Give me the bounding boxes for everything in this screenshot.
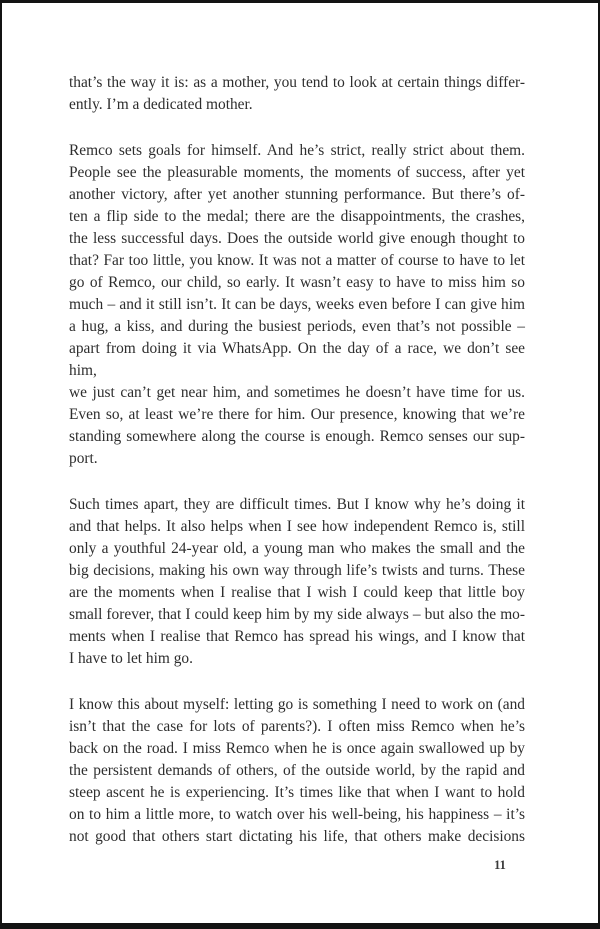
text-line: on to him a little more, to watch over his well-being, his happiness – it’s xyxy=(69,806,525,823)
text-line: I have to let him go. xyxy=(69,650,193,667)
text-line: apart from doing it via WhatsApp. On the day of a race, we don’t see him, xyxy=(69,340,525,379)
text-line: Even so, at least we’re there for him. Our presence, knowing that we’re xyxy=(69,406,525,423)
text-line: steep ascent he is experiencing. It’s times like that when I want to hold xyxy=(69,784,525,801)
text-line: big decisions, making his own way through life’s twists and turns. These xyxy=(69,562,525,579)
text-line: go of Remco, our child, so early. It wasn’t easy to have to miss him so xyxy=(69,274,525,291)
paragraph xyxy=(69,694,525,848)
text-line: ten a flip side to the medal; there are the disappointments, the crashes, xyxy=(69,208,525,225)
text-line: small forever, that I could keep him by my side always – but also the mo- xyxy=(69,606,525,623)
text-line: isn’t that the case for lots of parents?). I often miss Remco when he’s xyxy=(69,718,525,735)
text-line: back on the road. I miss Remco when he is once again swallowed up by xyxy=(69,740,525,757)
text-line: the less successful days. Does the outside world give enough thought to xyxy=(69,230,525,247)
paragraph xyxy=(69,140,525,470)
text-line: another victory, after yet another stunning performance. But there’s of- xyxy=(69,186,525,203)
text-line: only a youthful 24-year old, a young man who makes the small and the xyxy=(69,540,525,557)
text-line: Remco sets goals for himself. And he’s strict, really strict about them. xyxy=(69,142,525,159)
text-line: standing somewhere along the course is enough. Remco senses our sup- xyxy=(69,428,525,445)
text-line: Such times apart, they are difficult times. But I know why he’s doing it xyxy=(69,496,525,513)
text-line: a hug, a kiss, and during the busiest periods, even that’s not possible – xyxy=(69,318,525,335)
text-line: port. xyxy=(69,450,98,467)
text-line: and that helps. It also helps when I see how independent Remco is, still xyxy=(69,518,525,535)
text-line: I know this about myself: letting go is something I need to work on (and xyxy=(69,696,525,713)
text-line: not good that others start dictating his life, that others make decisions xyxy=(69,828,525,845)
page-number: 11 xyxy=(494,858,506,872)
text-line: the persistent demands of others, of the outside world, by the rapid and xyxy=(69,762,525,779)
text-line: ments when I realise that Remco has spread his wings, and I know that xyxy=(69,628,525,645)
text-block xyxy=(69,72,525,848)
text-line: that? Far too little, you know. It was not a matter of course to have to let xyxy=(69,252,525,269)
text-line: that’s the way it is: as a mother, you tend to look at certain things differ- xyxy=(69,74,525,91)
text-line: are the moments when I realise that I wish I could keep that little boy xyxy=(69,584,525,601)
text-line: ently. I’m a dedicated mother. xyxy=(69,96,253,113)
text-line: much – and it still isn’t. It can be days, weeks even before I can give him xyxy=(69,296,525,313)
text-line: People see the pleasurable moments, the moments of success, after yet xyxy=(69,164,525,181)
book-page xyxy=(2,3,598,923)
paragraph xyxy=(69,72,525,116)
text-line: we just can’t get near him, and sometimes he doesn’t have time for us. xyxy=(69,384,525,401)
paragraph xyxy=(69,494,525,670)
